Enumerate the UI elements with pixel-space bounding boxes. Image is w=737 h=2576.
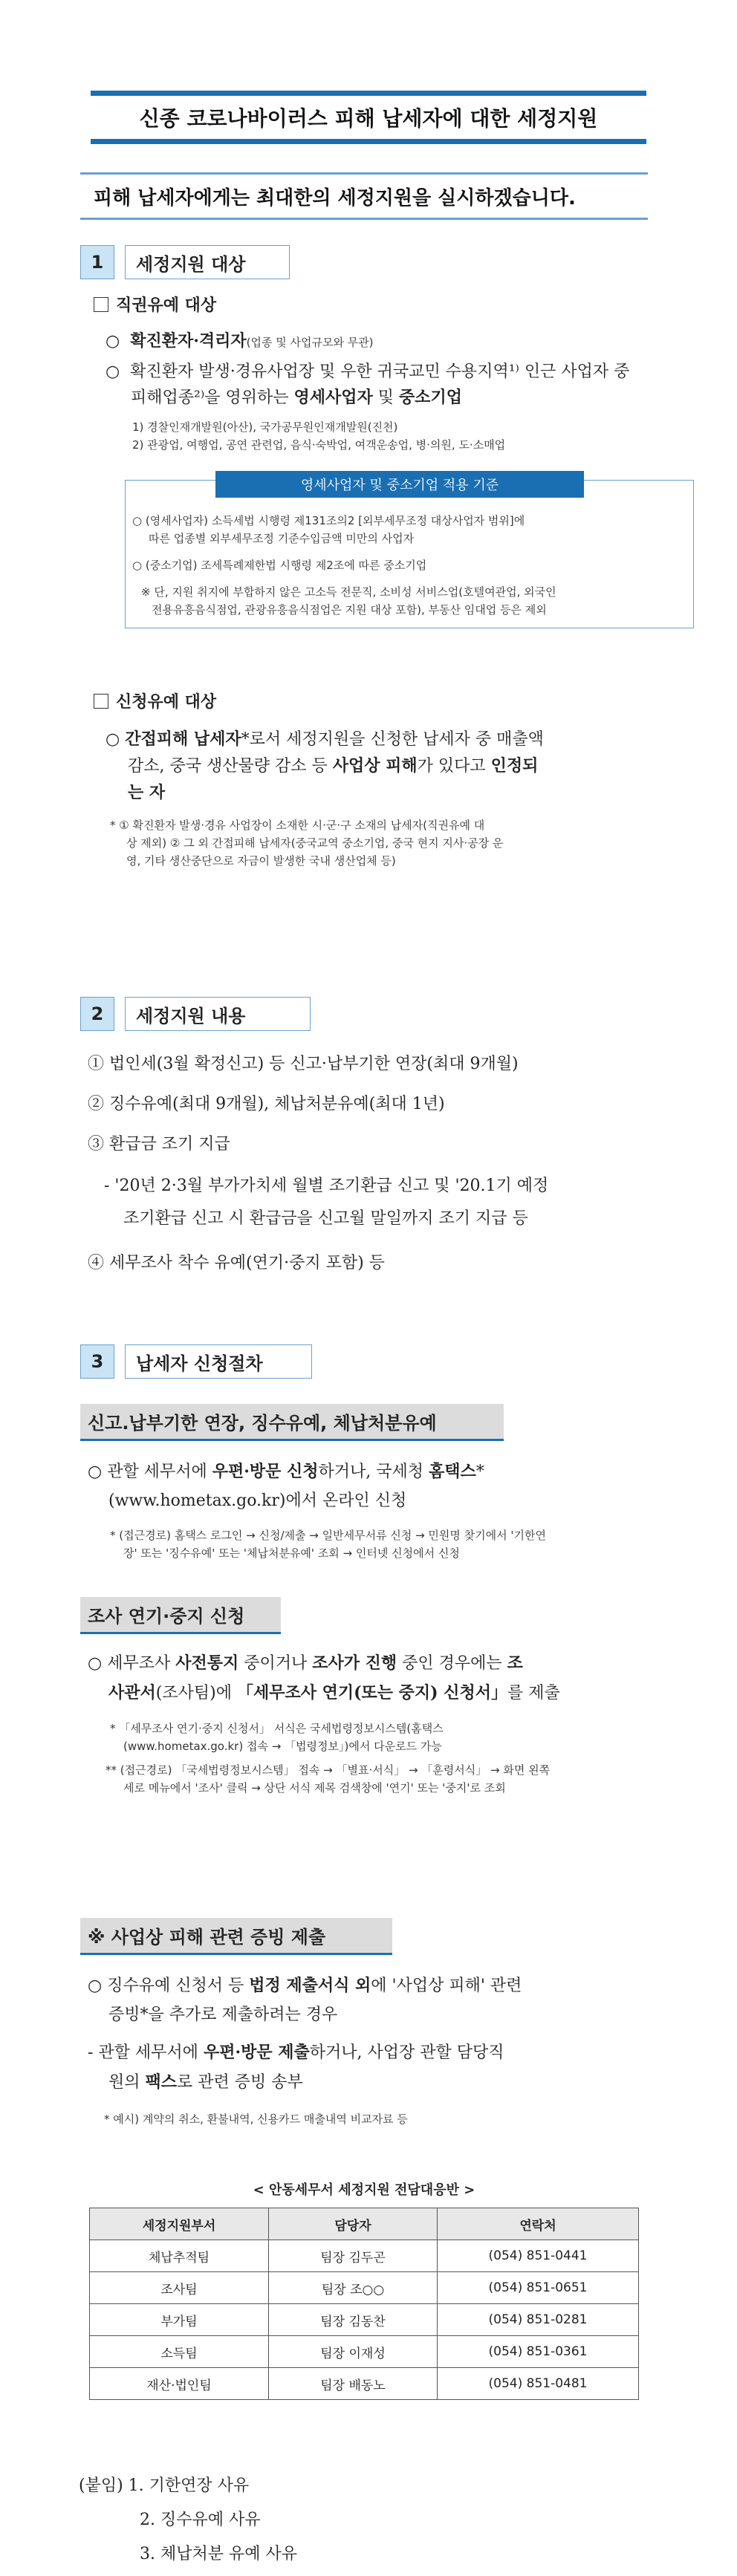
table-cell: 팀장 김동찬 — [269, 2304, 438, 2336]
section-2-title: 세정지원 내용 — [125, 997, 311, 1031]
table-header-cell: 세정지원부서 — [90, 2208, 269, 2240]
appendix-item-1: (붙임) 1. 기한연장 사유 — [79, 2476, 250, 2495]
criteria-line-3: ○ (중소기업) 조세특례제한법 시행령 제2조에 따른 중소기업 — [132, 559, 427, 572]
criteria-box-title: 영세사업자 및 중소기업 적용 기준 — [215, 471, 584, 498]
checkbox-icon — [94, 297, 108, 312]
criteria-line-5: 전용유흥음식점업, 관광유흥음식점업은 지원 대상 포함), 부동산 임대업 등은 제외 — [152, 603, 547, 617]
apply-line-2: 감소, 중국 생산물량 감소 등 사업상 피해가 있다고 인정되 — [128, 756, 539, 775]
criteria-line-4: ※ 단, 지원 취지에 부합하지 않은 고소득 전문직, 소비성 서비스업(호텔여관업, 외국인 — [141, 585, 556, 599]
audit-note-3: 세로 메뉴에서 '조사' 클릭 → 상단 서식 제목 검색창에 '연기' 또는 '중지'로 조회 — [123, 1781, 506, 1795]
table-header-cell: 연락처 — [438, 2208, 639, 2240]
section-1-number: 1 — [80, 245, 114, 279]
support-item-3: ③ 환급금 조기 지급 — [88, 1135, 230, 1154]
table-row — [90, 2240, 639, 2272]
apply-note-3: 영, 기타 생산중단으로 자금이 발생한 국내 생산업체 등) — [126, 854, 396, 868]
page-title: 신종 코로나바이러스 피해 납세자에 대한 세정지원 — [91, 91, 646, 144]
apply-note-1: * ① 확진환자 발생·경유 사업장이 소재한 시·군·구 소재의 납세자(직권유예 대 — [110, 819, 485, 832]
support-item-4: ④ 세무조사 착수 유예(연기·중지 포함) 등 — [88, 1254, 385, 1272]
appendix-item-2: 2. 징수유예 사유 — [140, 2511, 261, 2529]
table-cell: (054) 851-0281 — [438, 2304, 639, 2336]
table-cell: (054) 851-0361 — [438, 2336, 639, 2368]
page-subtitle: 피해 납세자에게는 최대한의 세정지원을 실시하겠습니다. — [80, 172, 648, 220]
table-cell: 소득팀 — [90, 2336, 269, 2368]
deadline-note-2: 장' 또는 '징수유예' 또는 '체납처분유예' 조회 → 인터넷 신청에서 신청 — [123, 1546, 460, 1560]
table-cell: (054) 851-0441 — [438, 2240, 639, 2272]
table-cell: 팀장 김두곤 — [269, 2240, 438, 2272]
apply-line-3: 는 자 — [128, 783, 166, 802]
table-cell: 재산·법인팀 — [90, 2368, 269, 2400]
note-1: 1) 경찰인재개발원(아산), 국가공무원인재개발원(진천) — [132, 420, 398, 434]
evidence-note: * 예시) 계약의 취소, 환불내역, 신용카드 매출내역 비교자료 등 — [104, 2112, 408, 2126]
table-header-row — [90, 2208, 639, 2240]
apply-note-2: 상 제외) ② 그 외 간접피해 납세자(중국교역 중소기업, 중국 현지 지사·공장 운 — [126, 836, 504, 850]
table-header-cell: 담당자 — [269, 2208, 438, 2240]
table-cell: 팀장 이재성 — [269, 2336, 438, 2368]
contact-table-caption: < 안동세무서 세정지원 전담대응반 > — [253, 2182, 475, 2198]
deadline-note-1: * (접근경로) 홈택스 로그인 → 신청/제출 → 일반세무서류 신청 → 민원명 찾기에서 '기한연 — [110, 1529, 546, 1542]
contact-table — [89, 2208, 639, 2400]
table-cell: 팀장 배동노 — [269, 2368, 438, 2400]
item-direct-1: ○ 확진환자·격리자(업종 및 사업규모와 무관) — [105, 331, 374, 351]
subsection-evidence: ※ 사업상 피해 관련 증빙 제출 — [80, 1918, 392, 1955]
table-cell: (054) 851-0651 — [438, 2272, 639, 2304]
table-cell: 부가팀 — [90, 2304, 269, 2336]
section-3-title: 납세자 신청절차 — [125, 1344, 312, 1379]
evidence-line-4: 원의 팩스로 관련 증빙 송부 — [108, 2072, 303, 2092]
table-cell: 조사팀 — [90, 2272, 269, 2304]
evidence-line-1: ○ 징수유예 신청서 등 법정 제출서식 외에 '사업상 피해' 관련 — [88, 1976, 522, 1995]
note-2: 2) 관광업, 여행업, 공연 관련업, 음식·숙박업, 여객운송업, 병·의원, 도·소매업 — [132, 438, 506, 452]
table-cell: (054) 851-0481 — [438, 2368, 639, 2400]
deadline-line-2: (www.hometax.go.kr)에서 온라인 신청 — [108, 1492, 407, 1510]
checkbox-icon — [94, 694, 108, 709]
section-3-number: 3 — [80, 1344, 114, 1379]
section-1-title: 세정지원 대상 — [125, 245, 290, 279]
evidence-line-3: - 관할 세무서에 우편·방문 제출하거나, 사업장 관할 담당직 — [88, 2043, 504, 2062]
audit-line-2: 사관서(조사팀)에 「세무조사 연기(또는 중지) 신청서」를 제출 — [108, 1683, 560, 1702]
apply-line-1: ○ 간접피해 납세자*로서 세정지원을 신청한 납세자 중 매출액 — [105, 729, 544, 749]
subsection-audit: 조사 연기·중지 신청 — [80, 1597, 281, 1634]
subsection-deadline: 신고.납부기한 연장, 징수유예, 체납처분유예 — [80, 1404, 504, 1441]
audit-note-1b: (www.hometax.go.kr) 접속 → 「법령정보」)에서 다운로드 가능 — [123, 1740, 442, 1753]
evidence-line-2: 증빙*을 추가로 제출하려는 경우 — [108, 2006, 338, 2024]
support-item-3-sub-1: - '20년 2·3월 부가가치세 월별 조기환급 신고 및 '20.1기 예정 — [104, 1177, 549, 1195]
appendix-item-3: 3. 체납처분 유예 사유 — [140, 2545, 297, 2563]
audit-line-1: ○ 세무조사 사전통지 중이거나 조사가 진행 중인 경우에는 조 — [88, 1653, 523, 1673]
item-direct-2-line2: 피해업종²⁾을 영위하는 영세사업자 및 중소기업 — [131, 388, 463, 407]
table-row — [90, 2272, 639, 2304]
support-item-2: ② 징수유예(최대 9개월), 체납처분유예(최대 1년) — [88, 1095, 445, 1113]
table-row — [90, 2368, 639, 2400]
table-cell: 체납추적팀 — [90, 2240, 269, 2272]
criteria-line-2: 따른 업종별 외부세무조정 기준수입금액 미만의 사업자 — [149, 532, 415, 545]
table-row — [90, 2304, 639, 2336]
group1-title: 직권유예 대상 — [94, 293, 216, 318]
support-item-1: ① 법인세(3월 확정신고) 등 신고·납부기한 연장(최대 9개월) — [88, 1055, 519, 1073]
audit-note-1: * 「세무조사 연기·중지 신청서」 서식은 국세법령정보시스템(홈택스 — [110, 1722, 444, 1735]
deadline-line-1: ○ 관할 세무서에 우편·방문 신청하거나, 국세청 홈택스* — [88, 1462, 484, 1481]
support-item-3-sub-2: 조기환급 신고 시 환급금을 신고월 말일까지 조기 지급 등 — [123, 1209, 528, 1228]
item-direct-2-line1: ○ 확진환자 발생·경유사업장 및 우한 귀국교민 수용지역¹⁾ 인근 사업자 중 — [105, 362, 630, 381]
criteria-line-1: ○ (영세사업자) 소득세법 시행령 제131조의2 [외부세무조정 대상사업자 범위]에 — [132, 514, 525, 527]
section-2-number: 2 — [80, 997, 114, 1031]
table-row — [90, 2336, 639, 2368]
group2-title: 신청유예 대상 — [94, 689, 216, 715]
table-cell: 팀장 조○○ — [269, 2272, 438, 2304]
audit-note-2: ** (접근경로) 「국세법령정보시스템」 접속 → 「별표·서식」 → 「훈령서식」 → 화면 왼쪽 — [105, 1763, 551, 1777]
